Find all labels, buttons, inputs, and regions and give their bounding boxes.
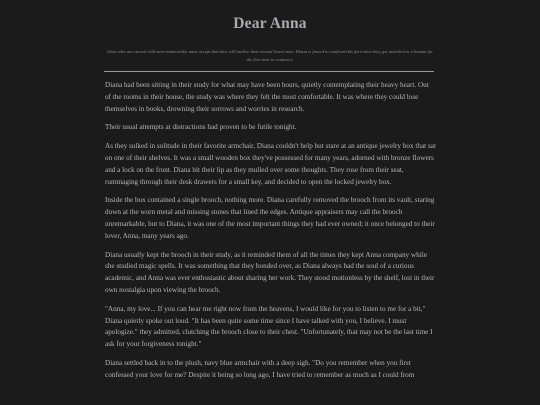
story-paragraph: Diana usually kept the brooch in their study, as it reminded them of all the times they kept Anna company while she studied magic spells. It was something that they bonded over, as Diana always had the soul of a curious academic, and Anna was ever enthusiastic about sharing her work. They stood motionless by the shelf, lost in their own nostalgia upon viewing the brooch. — [105, 250, 435, 294]
story-paragraph: As they sulked in solitude in their favorite armchair, Diana couldn't help but stare at an antique jewelry box that sat on one of their shelves. It was a small wooden box they've possessed for many years, adorned with bronze flowers and a lock on the front. Diana bit their lip as they mulled over some thoughts. They rose from their seat, rummaging through their desk drawers for a small key, and decided to open the locked jewelry box. — [105, 142, 436, 186]
story-paragraph: Diana settled back in to the plush, navy blue armchair with a deep sigh. "Do you remember when you first confessed your love for me? Despite it being so long ago, I have tried to remember as much as I could from — [105, 358, 415, 379]
story-paragraph: Their usual attempts at distractions had proven to be futile tonight. — [105, 123, 297, 132]
story-body — [105, 80, 436, 389]
story-paragraph: Diana had been sitting in their study for what may have been hours, quietly contemplating their heavy heart. Out of the rooms in their house, the study was where they felt the most comfortable. It was where they could lose themselves in books, drowning their sorrows and worries in research. — [105, 81, 429, 113]
story-paragraph: "Anna, my love... If you can hear me right now from the heavens, I would like for you to listen to me for a bit," Diana quietly spoke out loud. "It has been quite some time since I have talked with you, I believe. I must apologize." they admitted, clutching the brooch close to their chest. "Unfortunately, that may not be the last time I ask for your forgiveness tonight." — [105, 304, 433, 349]
story-summary: those who are cursed with near-immortality must accept that they will outlive their mortal loved ones. Diana is forced to confront this fact when they got attached to a human for the first time in centuries. — [107, 49, 433, 62]
story-paragraph: Inside the box contained a single brooch, nothing more. Diana carefully removed the brooch from its vault, staring down at the worn metal and missing stones that lined the edges. Antique appraisers may call the brooch unremarkable, but to Diana, it was one of the most important things they had ever owned; it once belonged to their lover, Anna, many years ago. — [105, 196, 435, 240]
story-title: Dear Anna — [233, 15, 307, 32]
title-divider — [104, 71, 434, 72]
